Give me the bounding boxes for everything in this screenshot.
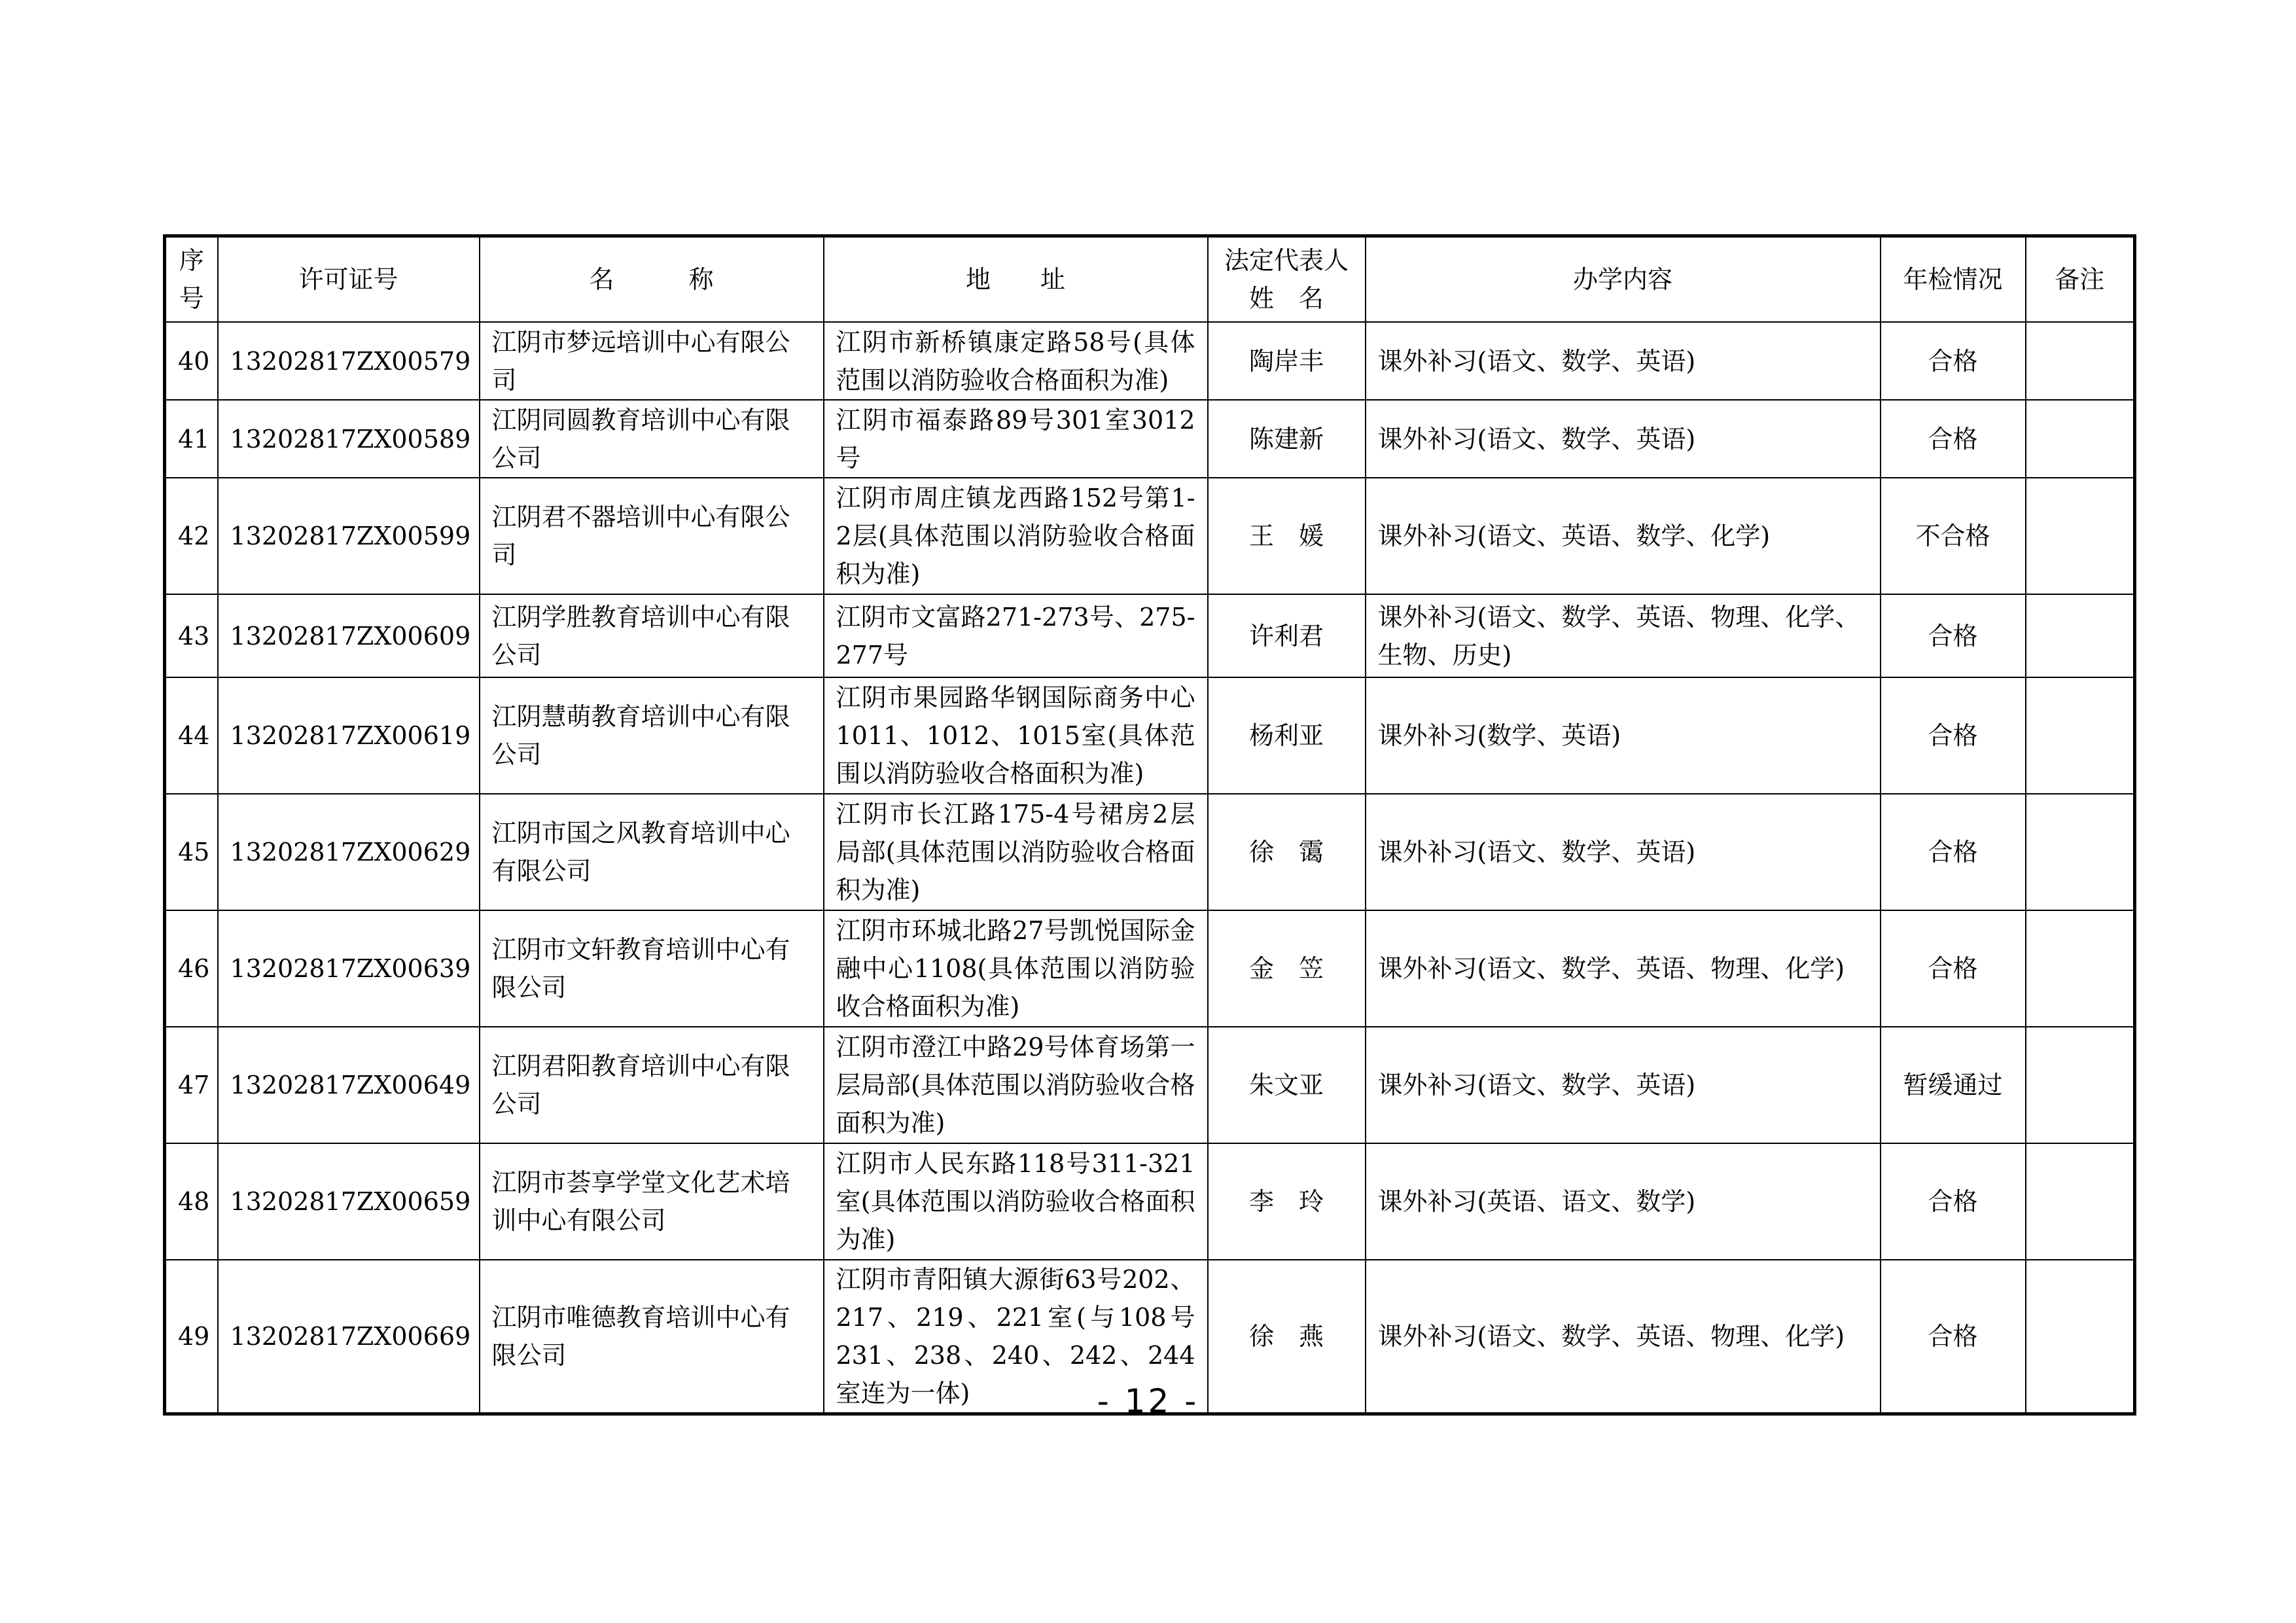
cell-content: 课外补习(语文、数学、英语) <box>1366 400 1881 478</box>
cell-seq: 48 <box>165 1143 218 1260</box>
cell-address: 江阴市新桥镇康定路58号(具体范围以消防验收合格面积为准) <box>824 322 1208 400</box>
cell-seq: 40 <box>165 322 218 400</box>
cell-annual-check: 合格 <box>1881 1260 2026 1414</box>
cell-annual-check: 合格 <box>1881 794 2026 910</box>
cell-content: 课外补习(语文、数学、英语、物理、化学) <box>1366 1260 1881 1414</box>
table-row <box>165 400 2135 478</box>
cell-annual-check: 不合格 <box>1881 478 2026 594</box>
cell-legal-rep: 徐 燕 <box>1208 1260 1366 1414</box>
cell-name: 江阴市梦远培训中心有限公司 <box>480 322 824 400</box>
cell-legal-rep: 王 媛 <box>1208 478 1366 594</box>
header-name: 名 称 <box>480 236 824 323</box>
cell-license: 13202817ZX00649 <box>218 1027 480 1143</box>
license-table <box>163 234 2136 1416</box>
cell-address: 江阴市周庄镇龙西路152号第1-2层(具体范围以消防验收合格面积为准) <box>824 478 1208 594</box>
cell-annual-check: 暂缓通过 <box>1881 1027 2026 1143</box>
cell-content: 课外补习(语文、数学、英语、物理、化学、生物、历史) <box>1366 594 1881 677</box>
cell-license: 13202817ZX00579 <box>218 322 480 400</box>
header-remarks: 备注 <box>2026 236 2135 323</box>
table-row <box>165 594 2135 677</box>
cell-seq: 49 <box>165 1260 218 1414</box>
header-content: 办学内容 <box>1366 236 1881 323</box>
cell-address: 江阴市人民东路118号311-321室(具体范围以消防验收合格面积为准) <box>824 1143 1208 1260</box>
cell-seq: 47 <box>165 1027 218 1143</box>
table-row <box>165 1027 2135 1143</box>
cell-name: 江阴市国之风教育培训中心有限公司 <box>480 794 824 910</box>
cell-name: 江阴同圆教育培训中心有限公司 <box>480 400 824 478</box>
cell-license: 13202817ZX00589 <box>218 400 480 478</box>
cell-remarks <box>2026 1143 2135 1260</box>
cell-legal-rep: 陶岸丰 <box>1208 322 1366 400</box>
header-seq: 序 号 <box>165 236 218 323</box>
cell-annual-check: 合格 <box>1881 1143 2026 1260</box>
cell-annual-check: 合格 <box>1881 400 2026 478</box>
cell-remarks <box>2026 1027 2135 1143</box>
cell-content: 课外补习(数学、英语) <box>1366 677 1881 794</box>
cell-name: 江阴慧萌教育培训中心有限公司 <box>480 677 824 794</box>
cell-seq: 41 <box>165 400 218 478</box>
cell-content: 课外补习(语文、数学、英语) <box>1366 1027 1881 1143</box>
cell-annual-check: 合格 <box>1881 322 2026 400</box>
cell-name: 江阴学胜教育培训中心有限公司 <box>480 594 824 677</box>
cell-address: 江阴市青阳镇大源街63号202、217、219、221室(与108号231、238、240、242、244室连为一体) <box>824 1260 1208 1414</box>
cell-seq: 43 <box>165 594 218 677</box>
header-license: 许可证号 <box>218 236 480 323</box>
cell-content: 课外补习(语文、英语、数学、化学) <box>1366 478 1881 594</box>
cell-remarks <box>2026 400 2135 478</box>
cell-legal-rep: 许利君 <box>1208 594 1366 677</box>
cell-name: 江阴市荟享学堂文化艺术培训中心有限公司 <box>480 1143 824 1260</box>
table-header-row <box>165 236 2135 323</box>
table-row <box>165 478 2135 594</box>
cell-license: 13202817ZX00659 <box>218 1143 480 1260</box>
cell-legal-rep: 李 玲 <box>1208 1143 1366 1260</box>
cell-name: 江阴君阳教育培训中心有限公司 <box>480 1027 824 1143</box>
cell-content: 课外补习(语文、数学、英语) <box>1366 794 1881 910</box>
cell-address: 江阴市福泰路89号301室3012号 <box>824 400 1208 478</box>
cell-remarks <box>2026 910 2135 1027</box>
cell-seq: 42 <box>165 478 218 594</box>
header-legal-rep: 法定代表人 姓 名 <box>1208 236 1366 323</box>
cell-annual-check: 合格 <box>1881 910 2026 1027</box>
cell-address: 江阴市环城北路27号凯悦国际金融中心1108(具体范围以消防验收合格面积为准) <box>824 910 1208 1027</box>
cell-license: 13202817ZX00609 <box>218 594 480 677</box>
cell-remarks <box>2026 594 2135 677</box>
cell-remarks <box>2026 322 2135 400</box>
cell-license: 13202817ZX00629 <box>218 794 480 910</box>
table-row <box>165 794 2135 910</box>
cell-legal-rep: 徐 霭 <box>1208 794 1366 910</box>
cell-license: 13202817ZX00669 <box>218 1260 480 1414</box>
cell-address: 江阴市澄江中路29号体育场第一层局部(具体范围以消防验收合格面积为准) <box>824 1027 1208 1143</box>
cell-license: 13202817ZX00619 <box>218 677 480 794</box>
cell-legal-rep: 金 笠 <box>1208 910 1366 1027</box>
cell-name: 江阴君不器培训中心有限公司 <box>480 478 824 594</box>
cell-license: 13202817ZX00639 <box>218 910 480 1027</box>
cell-address: 江阴市果园路华钢国际商务中心1011、1012、1015室(具体范围以消防验收合格面积为准) <box>824 677 1208 794</box>
cell-license: 13202817ZX00599 <box>218 478 480 594</box>
cell-seq: 44 <box>165 677 218 794</box>
table-row <box>165 910 2135 1027</box>
cell-content: 课外补习(英语、语文、数学) <box>1366 1143 1881 1260</box>
cell-legal-rep: 朱文亚 <box>1208 1027 1366 1143</box>
cell-remarks <box>2026 478 2135 594</box>
cell-name: 江阴市文轩教育培训中心有限公司 <box>480 910 824 1027</box>
cell-content: 课外补习(语文、数学、英语) <box>1366 322 1881 400</box>
cell-content: 课外补习(语文、数学、英语、物理、化学) <box>1366 910 1881 1027</box>
table-row <box>165 677 2135 794</box>
table-row <box>165 1143 2135 1260</box>
table-row <box>165 322 2135 400</box>
cell-address: 江阴市文富路271-273号、275-277号 <box>824 594 1208 677</box>
cell-remarks <box>2026 677 2135 794</box>
cell-annual-check: 合格 <box>1881 594 2026 677</box>
cell-name: 江阴市唯德教育培训中心有限公司 <box>480 1260 824 1414</box>
cell-address: 江阴市长江路175-4号裙房2层局部(具体范围以消防验收合格面积为准) <box>824 794 1208 910</box>
cell-legal-rep: 杨利亚 <box>1208 677 1366 794</box>
cell-legal-rep: 陈建新 <box>1208 400 1366 478</box>
cell-seq: 46 <box>165 910 218 1027</box>
cell-seq: 45 <box>165 794 218 910</box>
header-annual-check: 年检情况 <box>1881 236 2026 323</box>
page-number: - 12 - <box>1097 1382 1199 1420</box>
cell-annual-check: 合格 <box>1881 677 2026 794</box>
cell-remarks <box>2026 794 2135 910</box>
header-address: 地 址 <box>824 236 1208 323</box>
